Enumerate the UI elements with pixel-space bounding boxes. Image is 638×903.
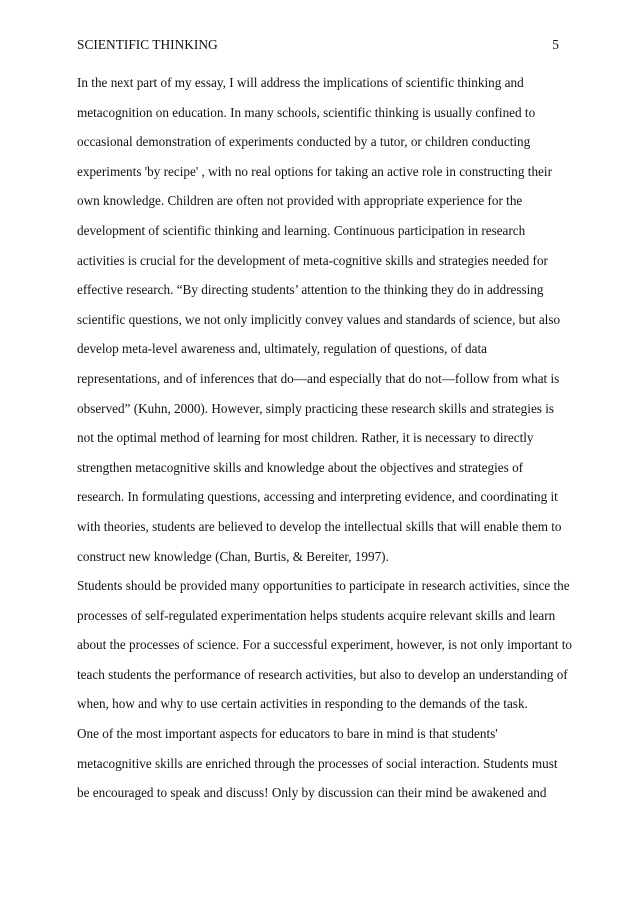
text-line: In the next part of my essay, I will address the implications of scientific thinking and <box>77 75 524 90</box>
text-line: own knowledge. Children are often not provided with appropriate experience for the <box>77 193 523 209</box>
text-line: processes of self-regulated experimentation helps students acquire relevant skills and learn <box>77 607 556 623</box>
text-line: metacognition on education. In many schools, scientific thinking is usually confined to <box>77 104 536 120</box>
text-line: about the processes of science. For a successful experiment, however, is not only important to <box>77 637 572 653</box>
body-text <box>77 73 572 813</box>
text-line: observed” (Kuhn, 2000). However, simply practicing these research skills and strategies is <box>77 400 555 416</box>
text-line: representations, and of inferences that do—and especially that do not—follow from what is <box>77 370 560 386</box>
text-line: develop meta-level awareness and, ultimately, regulation of questions, of data <box>77 341 488 357</box>
text-line: occasional demonstration of experiments conducted by a tutor, or children conducting <box>77 134 531 150</box>
text-line: One of the most important aspects for educators to bare in mind is that students' <box>77 726 498 742</box>
text-line: Students should be provided many opportunities to participate in research activities, since the <box>77 578 570 594</box>
text-line: not the optimal method of learning for most children. Rather, it is necessary to directly <box>77 430 534 446</box>
text-line: metacognitive skills are enriched through the processes of social interaction. Students must <box>77 755 558 771</box>
text-line: activities is crucial for the development of meta-cognitive skills and strategies needed for <box>77 252 548 268</box>
running-header <box>77 36 559 54</box>
text-line: when, how and why to use certain activities in responding to the demands of the task. <box>77 696 528 712</box>
text-line: scientific questions, we not only implicitly convey values and standards of science, but also <box>77 311 561 327</box>
text-line: with theories, students are believed to develop the intellectual skills that will enable them to <box>77 518 562 534</box>
text-line: construct new knowledge (Chan, Burtis, & Bereiter, 1997). <box>77 548 389 564</box>
header-title: SCIENTIFIC THINKING <box>77 37 218 52</box>
text-line: be encouraged to speak and discuss! Only by discussion can their mind be awakened and <box>77 785 547 801</box>
text-line: strengthen metacognitive skills and knowledge about the objectives and strategies of <box>77 459 524 475</box>
text-line: experiments 'by recipe' , with no real options for taking an active role in constructing their <box>77 163 552 179</box>
page-number: 5 <box>552 37 559 52</box>
text-line: effective research. “By directing students’ attention to the thinking they do in addressing <box>77 282 544 298</box>
text-line: teach students the performance of research activities, but also to develop an understanding of <box>77 666 568 682</box>
text-line: development of scientific thinking and learning. Continuous participation in research <box>77 222 526 238</box>
text-line: research. In formulating questions, accessing and interpreting evidence, and coordinating it <box>77 489 558 505</box>
